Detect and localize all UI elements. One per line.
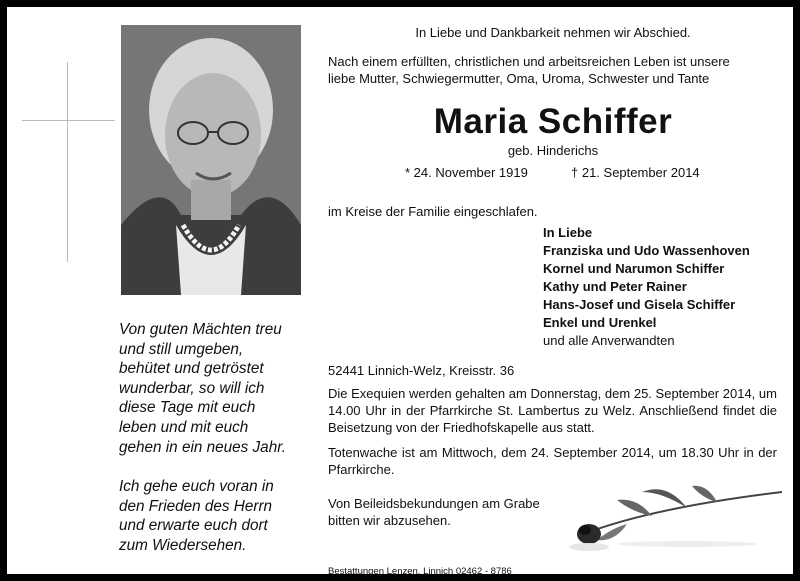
poem-line: den Frieden des Herrn — [119, 497, 273, 515]
opening-line: In Liebe und Dankbarkeit nehmen wir Abschied. — [415, 25, 691, 40]
poem-stanza-1 — [119, 320, 319, 457]
poem-line: zum Wiedersehen. — [119, 536, 247, 554]
mourner-line: Kathy und Peter Rainer — [543, 279, 687, 294]
poem-line: leben und mit euch — [119, 418, 249, 436]
poem-line: Ich gehe euch voran in — [119, 478, 274, 496]
poem-line: wunderbar, so will ich — [119, 379, 265, 397]
cross-icon-vertical — [67, 62, 68, 262]
mourner-line: Enkel und Urenkel — [543, 315, 657, 330]
poem-stanza-2 — [119, 477, 319, 555]
deceased-name: Maria Schiffer — [433, 102, 673, 141]
intro-text — [328, 53, 778, 87]
poem-line: und erwarte euch dort — [119, 517, 268, 535]
maiden-name: geb. Hinderichs — [507, 143, 599, 158]
poem-line: Von guten Mächten treu — [119, 321, 282, 338]
mourner-line: Kornel und Narumon Schiffer — [543, 261, 725, 276]
condolence-line: Von Beileidsbekundungen am Grabe — [328, 496, 540, 511]
poem-line: diese Tage mit euch — [119, 399, 256, 417]
passing-text: im Kreise der Familie eingeschlafen. — [328, 204, 538, 219]
mourner-line: und alle Anverwandten — [543, 333, 675, 348]
portrait-image — [121, 25, 301, 295]
death-date: † 21. September 2014 — [571, 165, 700, 180]
funeral-home: Bestattungen Lenzen, Linnich 02462 - 8786 — [328, 566, 512, 577]
obituary-card — [7, 7, 793, 577]
intro-line: Nach einem erfüllten, christlichen und arbeitsreichen Leben ist unsere — [328, 54, 730, 69]
rose-icon — [567, 472, 787, 557]
mourners-list — [543, 224, 750, 350]
portrait-photo — [121, 25, 301, 295]
cross-icon-horizontal — [22, 120, 115, 121]
mourner-line: Franziska und Udo Wassenhoven — [543, 243, 750, 258]
address: 52441 Linnich-Welz, Kreisstr. 36 — [328, 363, 515, 378]
mourner-line: In Liebe — [543, 225, 593, 240]
poem-line: behütet und getröstet — [119, 360, 264, 378]
poem-line: gehen in ein neues Jahr. — [119, 438, 286, 456]
birth-date: * 24. November 1919 — [405, 165, 528, 180]
poem-line: und still umgeben, — [119, 340, 244, 358]
condolence-line: bitten wir abzusehen. — [328, 513, 451, 528]
vigil-text: Totenwache ist am Mittwoch, dem 24. September 2014, um 18.30 Uhr in der Pfarrkirche. — [328, 445, 777, 477]
exequien-text: Die Exequien werden gehalten am Donnerstag, dem 25. September 2014, um 14.00 Uhr in der Pfarrkirche St. Lambertus zu Welz. Anschließend findet die Beisetzung von der Friedhofskapelle aus statt. — [328, 386, 777, 435]
intro-line: liebe Mutter, Schwiegermutter, Oma, Uroma, Schwester und Tante — [328, 71, 710, 86]
poem — [119, 320, 319, 556]
mourner-line: Hans-Josef und Gisela Schiffer — [543, 297, 736, 312]
